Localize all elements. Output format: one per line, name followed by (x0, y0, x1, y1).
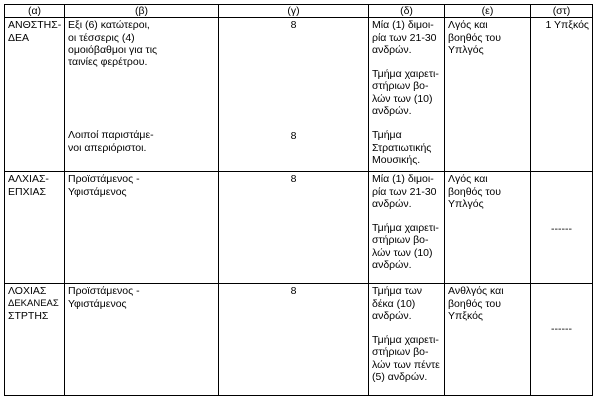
header-cell-b: (β) (65, 5, 219, 18)
table-row (5, 18, 593, 172)
header-cell-f: (στ) (531, 5, 593, 18)
officer-cell: ------ (531, 284, 593, 396)
commander-cell: Λγός και βοηθός του Υπλγός (445, 172, 531, 284)
rank-cell: ΑΛΧΙΑΣ- ΕΠΧΙΑΣ (5, 172, 65, 284)
rank-cell: ΑΝΘΣΤΗΣ- ΔΕΑ (5, 18, 65, 172)
table-row (5, 172, 593, 284)
header-cell-e: (ε) (445, 5, 531, 18)
count-cell: 8 (219, 284, 369, 396)
count-cell: 8 8 (219, 18, 369, 172)
participants-cell: Προϊστάμενος - Υφιστάμενος (65, 284, 219, 396)
header-row (5, 5, 593, 18)
honor-guard-cell: Τμήμα των δέκα (10) ανδρών. Τμήμα χαιρετι- στήριων βο- λών των πέντε (5) ανδρών. (369, 284, 445, 396)
header-cell-a: (α) (5, 5, 65, 18)
header-cell-d: (δ) (369, 5, 445, 18)
header-cell-c: (γ) (219, 5, 369, 18)
officer-cell: ------ (531, 172, 593, 284)
participants-cell: Προϊστάμενος - Υφιστάμενος (65, 172, 219, 284)
ceremony-table (4, 4, 593, 396)
commander-cell: Λγός και βοηθός του Υπλγός (445, 18, 531, 172)
table-row (5, 284, 593, 396)
officer-cell: 1 Υπξκός (531, 18, 593, 172)
count-cell: 8 (219, 172, 369, 284)
honor-guard-cell: Μία (1) διμοι- ρία των 21-30 ανδρών. Τμήμα χαιρετι- στήριων βο- λών των (10) ανδρών. Τμήμα Στρατιωτικής Μουσικής. (369, 18, 445, 172)
commander-cell: Ανθλγός και βοηθός του Υπξκός (445, 284, 531, 396)
honor-guard-cell: Μία (1) διμοι- ρία των 21-30 ανδρών. Τμήμα χαιρετι- στήριων βο- λών των (10) ανδρών. (369, 172, 445, 284)
rank-cell: ΛΟΧΙΑΣ ΔΕΚΑΝΕΑΣ ΣΤΡΤΗΣ (5, 284, 65, 396)
participants-cell: Εξι (6) κατώτεροι, οι τέσσερις (4) ομοιόβαθμοι για τις ταινίες φερέτρου. Λοιποί παριστάμε- νοι απεριόριστοι. (65, 18, 219, 172)
